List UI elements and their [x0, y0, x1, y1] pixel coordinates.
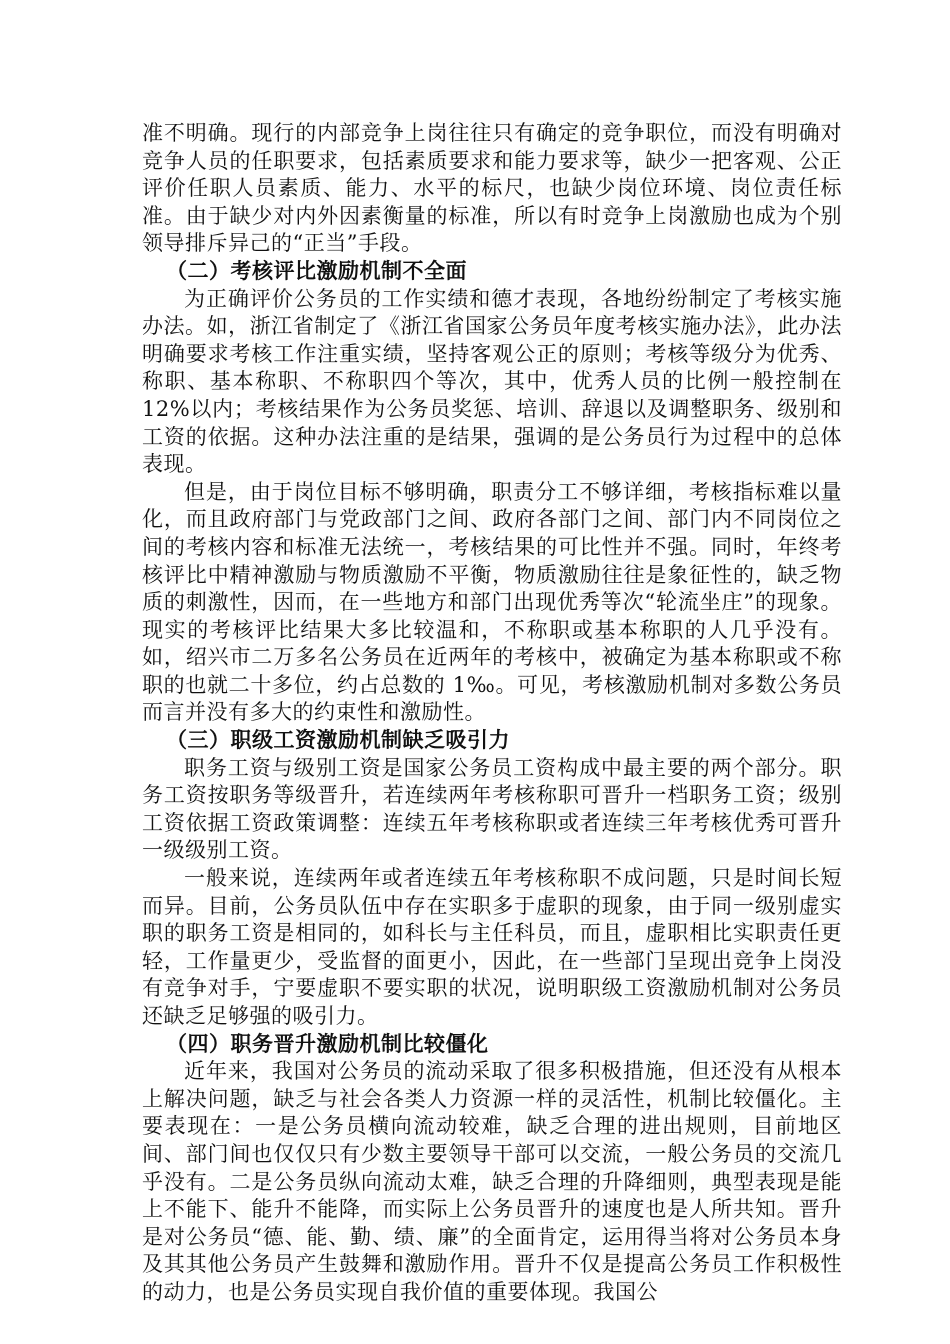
section-3-paragraph-2: 一般来说，连续两年或者连续五年考核称职不成问题，只是时间长短而异。目前，公务员队伍中存在实职多于虚职的现象，由于同一级别虚实职的职务工资是相同的，如科长与主任科员，而且，虚职相比实职责任更轻，工作量更少，受监督的面更小，因此，在一些部门呈现出竞争上岗没有竞争对手，宁要虚职不要实职的状况，说明职级工资激励机制对公务员还缺乏足够强的吸引力。 [142, 866, 842, 1028]
section-4-paragraph-1: 近年来，我国对公务员的流动采取了很多积极措施，但还没有从根本上解决问题，缺乏与社会各类人力资源一样的灵活性，机制比较僵化。主要表现在：一是公务员横向流动较难，缺乏合理的进出规则，目前地区间、部门间也仅仅只有少数主要领导干部可以交流，一般公务员的交流几乎没有。二是公务员纵向流动太难，缺乏合理的升降细则，典型表现是能上不能下、能升不能降，而实际上公务员晋升的速度也是人所共知。晋升是对公务员“德、能、勤、绩、廉”的全面肯定，运用得当将对公务员本身及其其他公务员产生鼓舞和激励作用。晋升不仅是提高公务员工作积极性的动力，也是公务员实现自我价值的重要体现。我国公 [142, 1059, 842, 1304]
section-3-paragraph-1: 职务工资与级别工资是国家公务员工资构成中最主要的两个部分。职务工资按职务等级晋升，若连续两年考核称职可晋升一档职务工资；级别工资依据工资政策调整：连续五年考核称职或者连续三年考核优秀可晋升一级级别工资。 [142, 755, 842, 863]
section-heading-2: （二）考核评比激励机制不全面 [166, 258, 467, 283]
section-heading-3: （三）职级工资激励机制缺乏吸引力 [166, 728, 510, 753]
intro-paragraph: 准不明确。现行的内部竞争上岗往往只有确定的竞争职位，而没有明确对竞争人员的任职要求，包括素质要求和能力要求等，缺少一把客观、公正评价任职人员素质、能力、水平的标尺，也缺少岗位环境、岗位责任标准。由于缺少对内外因素衡量的标准，所以有时竞争上岗激励也成为个别领导排斥异己的“正当”手段。 [142, 121, 842, 256]
document-page [142, 120, 842, 1307]
section-2-paragraph-2: 但是，由于岗位目标不够明确，职责分工不够详细，考核指标难以量化，而且政府部门与党政部门之间、政府各部门之间、部门内不同岗位之间的考核内容和标准无法统一，考核结果的可比性并不强。同时，年终考核评比中精神激励与物质激励不平衡，物质激励往往是象征性的，缺乏物质的刺激性，因而，在一些地方和部门出现优秀等次“轮流坐庄”的现象。现实的考核评比结果大多比较温和，不称职或基本称职的人几乎没有。如，绍兴市二万多名公务员在近两年的考核中，被确定为基本称职或不称职的也就二十多位，约占总数的 1‰。可见，考核激励机制对多数公务员而言并没有多大的约束性和激励性。 [142, 479, 842, 725]
section-heading-4: （四）职务晋升激励机制比较僵化 [166, 1031, 489, 1056]
section-2-paragraph-1: 为正确评价公务员的工作实绩和德才表现，各地纷纷制定了考核实施办法。如，浙江省制定了《浙江省国家公务员年度考核实施办法》，此办法明确要求考核工作注重实绩，坚持客观公正的原则；考核等级分为优秀、称职、基本称职、不称职四个等次，其中，优秀人员的比例一般控制在 12%以内；考核结果作为公务员奖惩、培训、辞退以及调整职务、级别和工资的依据。这种办法注重的是结果，强调的是公务员行为过程中的总体表现。 [142, 286, 842, 477]
